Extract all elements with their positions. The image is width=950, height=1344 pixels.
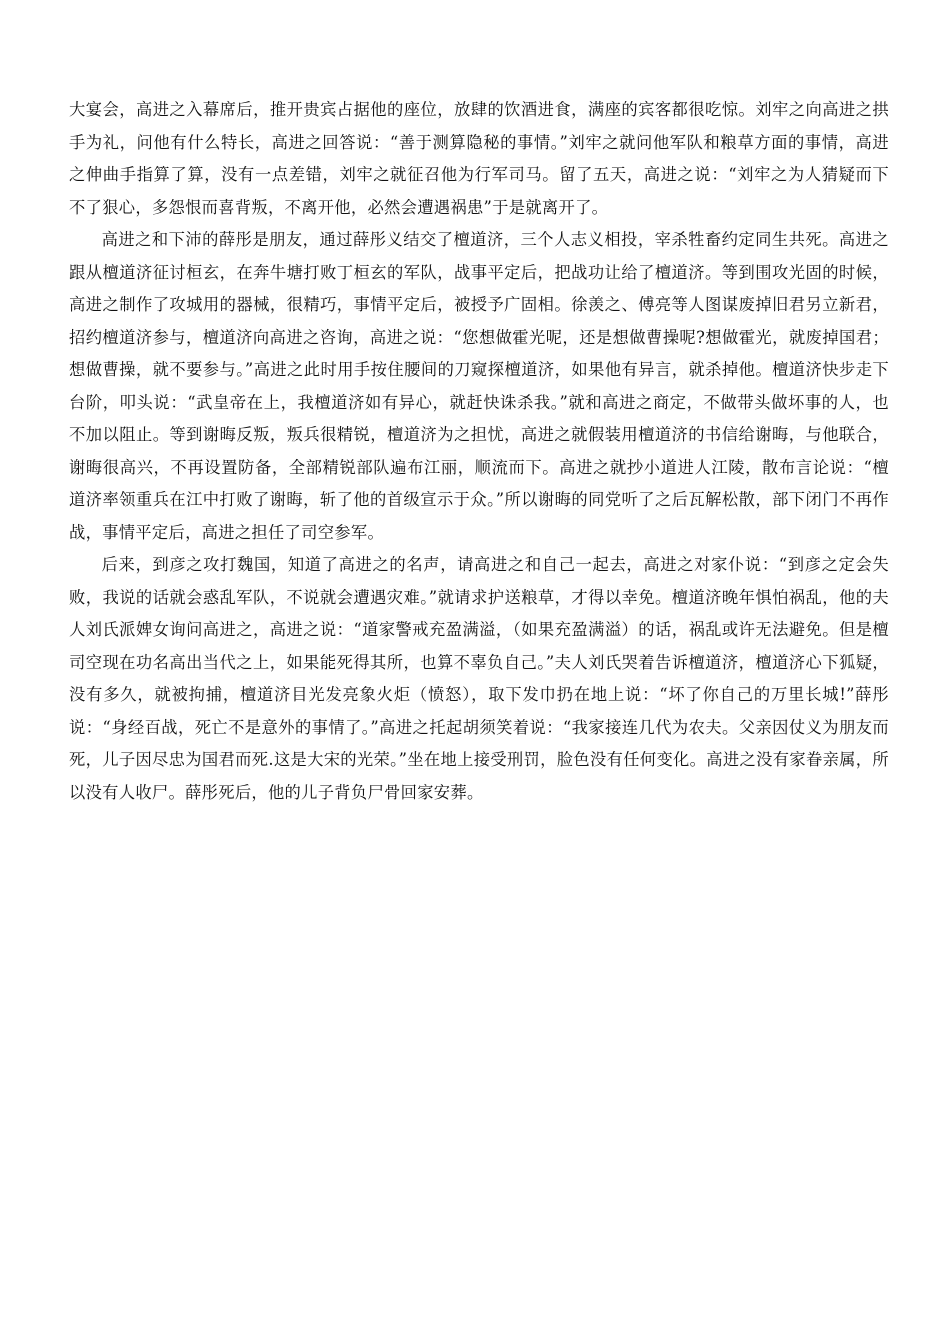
paragraph-2: 高进之和下沛的薛彤是朋友，通过薛彤义结交了檀道济，三个人志义相投，宰杀牲畜约定同生共死。高进之跟从檀道济征讨桓玄，在奔牛塘打败丁桓玄的军队，战事平定后，把战功让给了檀道济。等到围攻光固的时候，高进之制作了攻城用的器械，很精巧，事情平定后，被授予广固相。徐羡之、傅亮等人图谋废掉旧君另立新君，招约檀道济参与，檀道济向高进之咨询，高进之说：“您想做霍光呢，还是想做曹操呢?想做霍光，就废掉国君；想做曹操，就不要参与。”高进之此时用手按住腰间的刀窥探檀道济，如果他有异言，就杀掉他。檀道济快步走下台阶，叩头说：“武皇帝在上，我檀道济如有异心，就赶快诛杀我。”就和高进之商定，不做带头做坏事的人，也不加以阻止。等到谢晦反叛，叛兵很精锐，檀道济为之担忧，高进之就假装用檀道济的书信给谢晦，与他联合，谢晦很高兴，不再设置防备，全部精锐部队遍布江丽，顺流而下。高进之就抄小道进人江陵，散布言论说：“檀道济率领重兵在江中打败了谢晦，斩了他的首级宣示于众。”所以谢晦的同党听了之后瓦解松散，部下闭门不再作战，事情平定后，高进之担任了司空参军。 [69, 230, 889, 542]
paragraph-1: 大宴会，高进之入幕席后，推开贵宾占据他的座位，放肆的饮酒进食，满座的宾客都很吃惊。刘牢之向高进之拱手为礼，问他有什么特长，高进之回答说：“善于测算隐秘的事情。”刘牢之就问他军队和粮草方面的事情，高进之伸曲手指算了算，没有一点差错，刘牢之就征召他为行军司马。留了五天，高进之说：“刘牢之为人猜疑而下不了狠心，多怨恨而喜背叛，不离开他，必然会遭遇祸患”于是就离开了。 [69, 100, 889, 217]
document-page [69, 94, 889, 809]
paragraph-3: 后来，到彦之攻打魏国，知道了高进之的名声，请高进之和自己一起去，高进之对家仆说：“到彦之定会失败，我说的话就会惑乱军队，不说就会遭遇灾难。”就请求护送粮草，才得以幸免。檀道济晚年惧怕祸乱，他的夫人刘氏派婢女询问高进之，高进之说：“道家警戒充盈满溢，（如果充盈满溢）的话，祸乱或许无法避免。但是檀司空现在功名高出当代之上，如果能死得其所，也算不辜负自己。”夫人刘氏哭着告诉檀道济，檀道济心下狐疑，没有多久，就被拘捕，檀道济目光发亮象火炬（愤怒），取下发巾扔在地上说：“坏了你自己的万里长城!”薛彤说：“身经百战，死亡不是意外的事情了。”高进之托起胡须笑着说：“我家接连几代为农夫。父亲因仗义为朋友而死，儿子因尽忠为国君而死.这是大宋的光荣。”坐在地上接受刑罚，脸色没有任何变化。高进之没有家眷亲属，所以没有人收尸。薛彤死后，他的儿子背负尸骨回家安葬。 [69, 555, 889, 802]
